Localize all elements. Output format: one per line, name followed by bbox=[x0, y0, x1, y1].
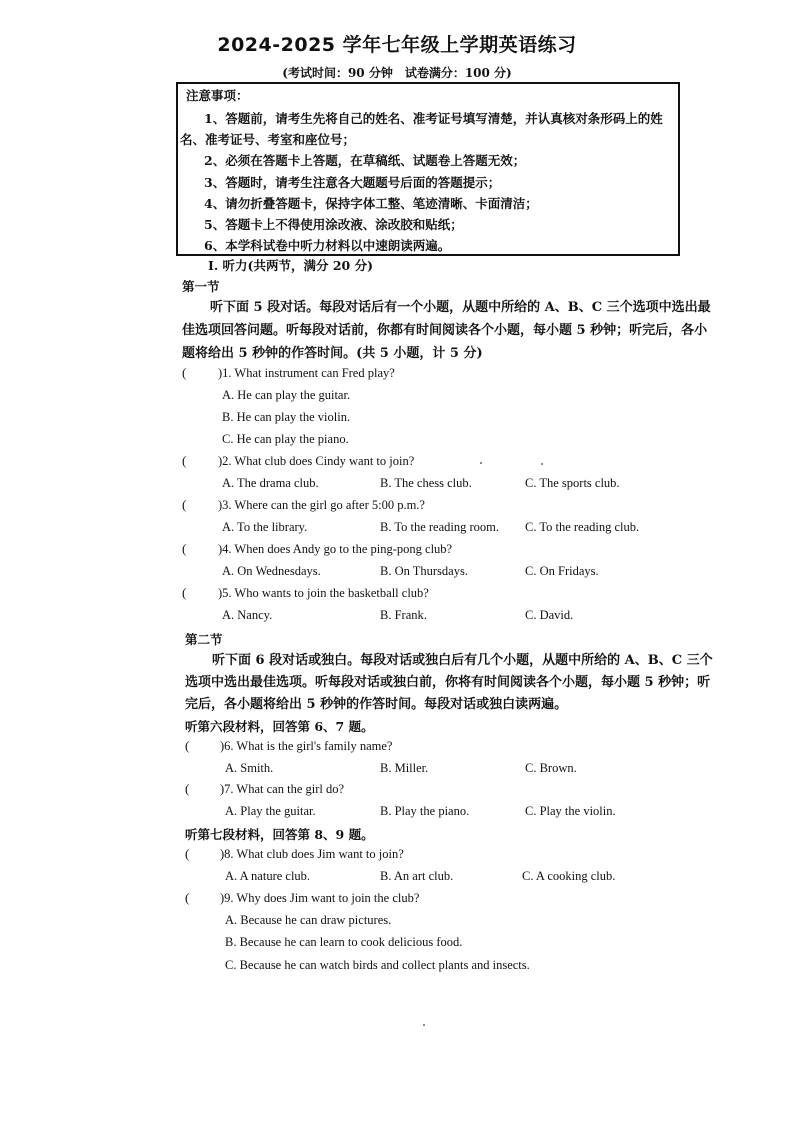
question-9: )9. Why does Jim want to join the club? bbox=[220, 891, 420, 905]
answer-blank-paren: ( bbox=[182, 541, 187, 556]
q3-option-b: B. To the reading room. bbox=[380, 520, 500, 534]
section1-heading: 第一节 bbox=[182, 279, 220, 294]
question-4: )4. When does Andy go to the ping-pong club? bbox=[218, 542, 453, 556]
question-8: )8. What club does Jim want to join? bbox=[220, 847, 404, 861]
section1-instructions-line: 听下面 5 段对话。每段对话后有一个小题，从题中所给的 A、B、C 三个选项中选出最 bbox=[210, 300, 711, 315]
question-5: )5. Who wants to join the basketball club? bbox=[218, 586, 429, 600]
group-heading-6: 听第六段材料，回答第 6、7 题。 bbox=[185, 719, 374, 734]
q6-option-b: B. Miller. bbox=[380, 761, 429, 775]
q8-option-b: B. An art club. bbox=[380, 869, 454, 883]
notice-item: 6、本学科试卷中听力材料以中速朗读两遍。 bbox=[204, 238, 451, 253]
section1-instructions-line: 佳选项回答问题。听每段对话前，你都有时间阅读各个小题，每小题 5 秒钟；听完后，各小 bbox=[182, 323, 708, 338]
q9-option-b: B. Because he can learn to cook delicious food. bbox=[225, 935, 463, 949]
q7-option-a: A. Play the guitar. bbox=[225, 804, 316, 818]
question-6: )6. What is the girl's family name? bbox=[220, 739, 393, 753]
section2-instructions-line: 完后，各小题将给出 5 秒钟的作答时间。每段对话或独白读两遍。 bbox=[185, 697, 568, 712]
q7-option-b: B. Play the piano. bbox=[380, 804, 470, 818]
notice-item: 4、请勿折叠答题卡，保持字体工整、笔迹清晰、卡面清洁； bbox=[204, 196, 538, 211]
section2-heading: 第二节 bbox=[185, 632, 223, 647]
exam-title: 2024-2025 学年七年级上学期英语练习 bbox=[217, 34, 577, 56]
notice-box bbox=[176, 82, 680, 256]
q8-option-a: A. A nature club. bbox=[225, 869, 311, 883]
q1-option-a: A. He can play the guitar. bbox=[222, 388, 351, 402]
notice-heading: 注意事项： bbox=[186, 88, 249, 103]
answer-blank-paren: ( bbox=[185, 781, 190, 796]
notice-item: 名、准考证号、考室和座位号； bbox=[180, 132, 356, 147]
q6-option-a: A. Smith. bbox=[225, 761, 274, 775]
section1-instructions-line: 题将给出 5 秒钟的作答时间。(共 5 小题，计 5 分) bbox=[182, 346, 483, 361]
answer-blank-paren: ( bbox=[182, 365, 187, 380]
scan-speck bbox=[480, 462, 482, 464]
q2-option-b: B. The chess club. bbox=[380, 476, 472, 490]
q7-option-c: C. Play the violin. bbox=[525, 804, 616, 818]
q2-option-a: A. The drama club. bbox=[222, 476, 319, 490]
notice-item: 2、必须在答题卡上答题，在草稿纸、试题卷上答题无效； bbox=[204, 153, 526, 168]
q8-option-c: C. A cooking club. bbox=[522, 869, 616, 883]
answer-blank-paren: ( bbox=[185, 890, 190, 905]
part1-heading: Ⅰ. 听力(共两节，满分 20 分) bbox=[208, 258, 373, 273]
question-7: )7. What can the girl do? bbox=[220, 782, 345, 796]
section2-instructions-line: 听下面 6 段对话或独白。每段对话或独白后有几个小题，从题中所给的 A、B、C 三个 bbox=[212, 653, 713, 668]
answer-blank-paren: ( bbox=[182, 453, 187, 468]
answer-blank-paren: ( bbox=[185, 846, 190, 861]
answer-blank-paren: ( bbox=[182, 585, 187, 600]
q4-option-b: B. On Thursdays. bbox=[380, 564, 468, 578]
q5-option-c: C. David. bbox=[525, 608, 574, 622]
notice-item: 3、答题时，请考生注意各大题题号后面的答题提示； bbox=[204, 175, 501, 190]
question-2: )2. What club does Cindy want to join? bbox=[218, 454, 415, 468]
q1-option-c: C. He can play the piano. bbox=[222, 432, 349, 446]
scan-speck bbox=[541, 463, 543, 465]
q5-option-b: B. Frank. bbox=[380, 608, 427, 622]
scan-speck bbox=[423, 1024, 425, 1026]
q9-option-c: C. Because he can watch birds and collect plants and insects. bbox=[225, 958, 530, 972]
notice-item: 5、答题卡上不得使用涂改液、涂改胶和贴纸； bbox=[204, 217, 463, 232]
question-1: )1. What instrument can Fred play? bbox=[218, 366, 395, 380]
answer-blank-paren: ( bbox=[185, 738, 190, 753]
q3-option-a: A. To the library. bbox=[222, 520, 308, 534]
question-3: )3. Where can the girl go after 5:00 p.m.? bbox=[218, 498, 425, 512]
section2-instructions-line: 选项中选出最佳选项。听每段对话或独白前，你将有时间阅读各个小题，每小题 5 秒钟；听 bbox=[185, 675, 711, 690]
group-heading-7: 听第七段材料，回答第 8、9 题。 bbox=[185, 827, 374, 842]
q1-option-b: B. He can play the violin. bbox=[222, 410, 351, 424]
q4-option-a: A. On Wednesdays. bbox=[222, 564, 321, 578]
q4-option-c: C. On Fridays. bbox=[525, 564, 599, 578]
q6-option-c: C. Brown. bbox=[525, 761, 577, 775]
exam-subtitle: (考试时间：90 分钟 试卷满分：100 分) bbox=[282, 66, 512, 80]
answer-blank-paren: ( bbox=[182, 497, 187, 512]
notice-item: 1、答题前，请考生先将自己的姓名、准考证号填写清楚，并认真核对条形码上的姓 bbox=[204, 111, 663, 126]
q2-option-c: C. The sports club. bbox=[525, 476, 620, 490]
q9-option-a: A. Because he can draw pictures. bbox=[225, 913, 392, 927]
q5-option-a: A. Nancy. bbox=[222, 608, 273, 622]
q3-option-c: C. To the reading club. bbox=[525, 520, 640, 534]
